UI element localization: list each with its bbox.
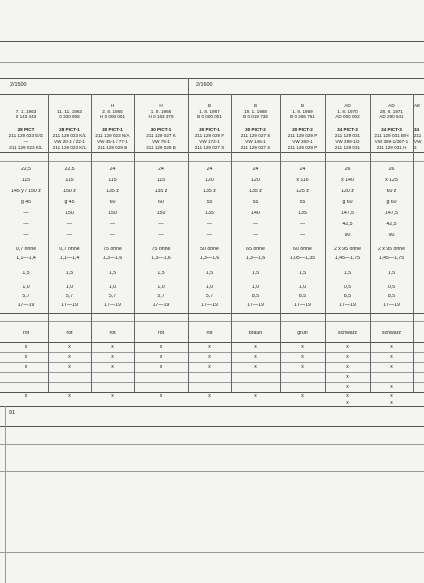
mark: x bbox=[159, 354, 163, 360]
carburettor-part: — bbox=[23, 139, 29, 144]
spec-main-jet: x 116 bbox=[296, 178, 309, 183]
mark: x bbox=[301, 344, 304, 350]
mark: x bbox=[159, 393, 163, 399]
spec-value: 5,7 bbox=[65, 294, 74, 299]
carburettor-part: 211 129 029 B bbox=[146, 145, 176, 150]
spec-value: 1,5 bbox=[343, 271, 352, 276]
carburettor-model: 30 PICT-1 bbox=[199, 127, 220, 132]
engine-type: H bbox=[110, 103, 115, 108]
carburettor-model: 28 PICT bbox=[17, 127, 35, 132]
carburettor-part: 211 129 031 H bbox=[376, 145, 407, 150]
spec-value: 17—19 bbox=[104, 303, 121, 308]
spec-value: 1,5 bbox=[387, 271, 396, 276]
mark: x bbox=[254, 393, 257, 399]
carburettor-part: 211 129 023 K/L bbox=[52, 133, 87, 138]
spec-air-correction: 120 z bbox=[341, 189, 354, 194]
spec-venturi: 26 bbox=[344, 167, 351, 172]
spec-value: 1,5 bbox=[108, 271, 117, 276]
mark: x bbox=[301, 354, 304, 360]
mark: x bbox=[159, 344, 163, 350]
carburettor-part: 211 129 023 E/G bbox=[8, 133, 44, 138]
production-date: 1. 8. 1970 bbox=[337, 109, 358, 114]
rule-marks-top bbox=[0, 342, 424, 343]
spec-value: 0,5 bbox=[343, 285, 352, 290]
spec-main-jet: x 125 bbox=[385, 178, 398, 183]
spec-value: 1,0 bbox=[108, 285, 117, 290]
mark: x bbox=[68, 393, 71, 399]
spec-value: 5,7 bbox=[157, 294, 165, 299]
float-color: schwarz bbox=[381, 331, 402, 336]
chassis-number: H 0 183 379 bbox=[148, 114, 174, 119]
group-divider bbox=[188, 78, 189, 94]
engine-type: H bbox=[159, 103, 163, 108]
rule-mark-4 bbox=[0, 382, 424, 383]
spec-value: 17—19 bbox=[61, 303, 78, 308]
spec-venturi: 24 bbox=[299, 167, 306, 172]
spec-value: — bbox=[252, 222, 259, 227]
spec-value: — bbox=[109, 233, 116, 238]
mark: x bbox=[390, 344, 393, 350]
mark: x bbox=[254, 344, 257, 350]
spec-value: — bbox=[158, 233, 164, 238]
spec-air-correction: 135 z bbox=[106, 189, 119, 194]
engine-type: AD bbox=[344, 103, 351, 108]
engine-type: AD bbox=[388, 103, 395, 108]
mark: x bbox=[68, 354, 71, 360]
spec-value: — bbox=[66, 222, 73, 227]
mark: x bbox=[111, 393, 114, 399]
rule-footer-top bbox=[0, 406, 424, 407]
spec-value: 8,5 bbox=[251, 294, 260, 299]
spec-value: 1,45—1,75 bbox=[378, 256, 405, 261]
spec-value: — bbox=[23, 222, 29, 227]
carburettor-part: 211 129 027 S bbox=[240, 133, 271, 138]
spec-value: — bbox=[158, 222, 164, 227]
group-label-left: 2/1500 bbox=[10, 82, 27, 88]
carburettor-model: 30 PICT-1 bbox=[102, 127, 123, 132]
spec-value: 2 x 95 ohne bbox=[333, 247, 362, 252]
rule-header-bottom bbox=[0, 152, 424, 153]
production-date: 1. 8. 1967 bbox=[199, 109, 220, 114]
mark: x bbox=[208, 354, 211, 360]
spec-value: 42,5 bbox=[386, 222, 397, 227]
spec-air-correction: 135 z bbox=[249, 189, 262, 194]
carburettor-part: VW 78-1 bbox=[152, 139, 170, 144]
carburettor-model: 34 bbox=[414, 127, 420, 132]
mark: x bbox=[111, 364, 114, 370]
mark: x bbox=[301, 393, 304, 399]
spec-value: 17—19 bbox=[17, 303, 35, 308]
spec-venturi: 24 bbox=[206, 167, 213, 172]
spec-main-jet: 115 bbox=[108, 178, 117, 183]
spec-value: 1,5 bbox=[298, 271, 307, 276]
carburettor-part: 211 129 027 K bbox=[146, 133, 176, 138]
production-date: 19. 1. 1968 bbox=[244, 109, 267, 114]
carburettor-part: 211 129 029 P bbox=[287, 145, 318, 150]
rule-footer-4 bbox=[0, 552, 424, 553]
spec-air-correction: 135 z bbox=[154, 189, 168, 194]
carburettor-model: 34 PICT-3 bbox=[337, 127, 358, 132]
chassis-number: AD 000 002 bbox=[335, 114, 360, 119]
spec-value: 1,3—1,6 bbox=[245, 256, 266, 261]
chassis-number: 0 330 908 bbox=[59, 114, 80, 119]
spec-value: 1,45—1,75 bbox=[334, 256, 361, 261]
spec-value: — bbox=[299, 233, 306, 238]
engine-type: AE bbox=[414, 103, 421, 108]
mark: x bbox=[254, 364, 257, 370]
carburettor-part: 211 129 023 K/L bbox=[9, 145, 43, 150]
spec-pilot-jet: g 60 bbox=[342, 200, 353, 205]
spec-venturi: 26 bbox=[388, 167, 395, 172]
spec-value: 1,5 bbox=[22, 271, 30, 276]
page-number: 91 bbox=[9, 410, 15, 416]
carburettor-part: VW 299-1/2 bbox=[335, 139, 360, 144]
carburettor-part: 211 129 031 bbox=[334, 133, 361, 138]
rule-top bbox=[0, 41, 424, 42]
rule-spec-top bbox=[0, 161, 424, 162]
production-date: 11. 11. 1963 bbox=[57, 109, 82, 114]
carburettor-part: 211 129 031 B/H bbox=[374, 133, 409, 138]
rule-group-top bbox=[0, 78, 424, 79]
carburettor-part: 211 129 029 F bbox=[194, 133, 225, 138]
spec-value: 135 bbox=[205, 211, 214, 216]
spec-value: 1,0 bbox=[205, 285, 214, 290]
rule-mark-1 bbox=[0, 352, 424, 353]
chassis-number: AD 290 641 bbox=[379, 114, 404, 119]
spec-value: 150 bbox=[156, 211, 166, 216]
spec-main-jet: x 140 bbox=[341, 178, 354, 183]
rule-footer-1 bbox=[0, 426, 424, 427]
carburettor-model: 30 PICT-2 bbox=[245, 127, 266, 132]
mark: x bbox=[390, 400, 393, 406]
spec-value: — bbox=[252, 233, 259, 238]
mark: x bbox=[346, 400, 349, 406]
spec-value: 147,5 bbox=[385, 211, 398, 216]
float-color: rot bbox=[66, 331, 73, 336]
spec-venturi: 24 bbox=[252, 167, 259, 172]
float-color: braun bbox=[248, 331, 263, 336]
mark: x bbox=[346, 393, 349, 399]
spec-venturi: 22,5 bbox=[20, 167, 32, 172]
engine-type: B bbox=[300, 103, 305, 108]
chassis-number: 0 143 443 bbox=[15, 114, 37, 119]
spec-pilot-jet: g 45 bbox=[64, 200, 75, 205]
spec-value: 1,1—1,4 bbox=[59, 256, 80, 261]
rule-top-2 bbox=[0, 62, 424, 63]
spec-venturi: 22,5 bbox=[64, 167, 75, 172]
float-color: grün bbox=[297, 331, 308, 336]
spec-value: 5,7 bbox=[205, 294, 214, 299]
rule-mark-2 bbox=[0, 362, 424, 363]
carburettor-part: 211 129 029 P bbox=[287, 133, 318, 138]
spec-value: — bbox=[299, 222, 306, 227]
spec-value: 140 bbox=[251, 211, 260, 216]
carburettor-part: 211 129 023 N/A bbox=[95, 133, 130, 138]
carburettor-part: 211 129 027 S bbox=[240, 145, 271, 150]
spec-value: 17—19 bbox=[247, 303, 264, 308]
carburettor-part: VW 20-1 / 22-1 bbox=[54, 139, 85, 144]
spec-value: 1,5 bbox=[65, 271, 74, 276]
spec-main-jet: 120 bbox=[205, 178, 214, 183]
carburettor-model: 28 PICT-1 bbox=[59, 127, 80, 132]
footer-margin-line bbox=[5, 406, 6, 583]
chassis-number: B 0 286 761 bbox=[290, 114, 315, 119]
mark: x bbox=[208, 393, 211, 399]
mark: x bbox=[346, 384, 349, 390]
spec-value: 8,5 bbox=[298, 294, 307, 299]
spec-main-jet: 120 bbox=[251, 178, 260, 183]
production-date: 1. 8. 1969 bbox=[292, 109, 313, 114]
mark: x bbox=[24, 393, 28, 399]
spec-value: 150 bbox=[65, 211, 74, 216]
spec-main-jet: 115 bbox=[156, 178, 166, 183]
carburettor-model: 30 PICT-2 bbox=[292, 127, 313, 132]
carburettor-part: VW 45-1 / 77-1 bbox=[97, 139, 128, 144]
float-color: rot bbox=[206, 331, 213, 336]
spec-value: — bbox=[66, 233, 73, 238]
mark: x bbox=[390, 364, 393, 370]
spec-value: 1,3—1,6 bbox=[199, 256, 220, 261]
spec-value: 50 ohne bbox=[200, 247, 219, 252]
spec-value: 5,7 bbox=[22, 294, 30, 299]
spec-value: 17—19 bbox=[201, 303, 218, 308]
spec-value: 1,0 bbox=[298, 285, 307, 290]
spec-pilot-jet: 55 bbox=[299, 200, 306, 205]
mark: x bbox=[390, 384, 393, 390]
spec-pilot-jet: g 60 bbox=[386, 200, 397, 205]
spec-main-jet: 115 bbox=[21, 178, 31, 183]
spec-value: 17—19 bbox=[339, 303, 356, 308]
spec-value: 1,0 bbox=[251, 285, 260, 290]
spec-value: 147,5 bbox=[341, 211, 354, 216]
mark: x bbox=[346, 364, 349, 370]
spec-value: 135 bbox=[298, 211, 307, 216]
mark: x bbox=[346, 374, 349, 380]
mark: x bbox=[254, 354, 257, 360]
carburettor-part: 2 bbox=[414, 145, 417, 150]
float-color: rot bbox=[109, 331, 116, 336]
spec-venturi: 24 bbox=[109, 167, 116, 172]
spec-value: 1,5 bbox=[157, 271, 165, 276]
production-date: 7. 1. 1963 bbox=[15, 109, 37, 114]
spec-venturi: 24 bbox=[158, 167, 164, 172]
spec-value: 2 x 95 ohne bbox=[377, 247, 406, 252]
production-date: 2. 8. 1965 bbox=[102, 109, 123, 114]
spec-value: 0,5 bbox=[387, 285, 396, 290]
spec-pilot-jet: 55 bbox=[206, 200, 213, 205]
mark: x bbox=[24, 364, 28, 370]
rule-spec-bottom bbox=[0, 313, 424, 314]
spec-value: 1,05—1,35 bbox=[289, 256, 316, 261]
carburettor-part: VW 146-1 bbox=[245, 139, 266, 144]
mark: x bbox=[301, 364, 304, 370]
spec-value: 150 bbox=[108, 211, 117, 216]
carburettor-model: 34 PICT-3 bbox=[381, 127, 402, 132]
spec-value: — bbox=[23, 211, 29, 216]
spec-value: 1,0 bbox=[22, 285, 30, 290]
spec-value: — bbox=[206, 222, 213, 227]
spec-air-correction: 125 z bbox=[296, 189, 309, 194]
spec-value: 0,7 ohne bbox=[59, 247, 80, 252]
mark: x bbox=[208, 344, 211, 350]
mark: x bbox=[208, 364, 211, 370]
rule-footer-3 bbox=[0, 471, 424, 472]
mark: x bbox=[24, 344, 28, 350]
spec-value: 90 bbox=[344, 233, 351, 238]
spec-value: 5,7 bbox=[108, 294, 117, 299]
spec-value: 17—19 bbox=[383, 303, 400, 308]
mark: x bbox=[390, 354, 393, 360]
rule-group-bottom bbox=[0, 94, 424, 95]
rule-footer-2 bbox=[0, 444, 424, 445]
float-color: rot bbox=[157, 331, 165, 336]
carburettor-part: VW 359-1/367-1 bbox=[374, 139, 409, 144]
spec-value: 1,3—1,6 bbox=[102, 256, 123, 261]
mark: x bbox=[111, 344, 114, 350]
chassis-number: B 0 000 001 bbox=[197, 114, 222, 119]
carburettor-part: 211 129 029 B bbox=[97, 145, 128, 150]
mark: x bbox=[346, 354, 349, 360]
carburettor-part: VW 172-1 bbox=[199, 139, 220, 144]
rule-mark-3 bbox=[0, 372, 424, 373]
spec-value: — bbox=[109, 222, 116, 227]
spec-main-jet: 115 bbox=[65, 178, 74, 183]
spec-value: 42,5 bbox=[342, 222, 353, 227]
production-date: 28. 6. 1971 bbox=[380, 109, 403, 114]
spec-value: 8,5 bbox=[343, 294, 352, 299]
spec-value: 17—19 bbox=[152, 303, 170, 308]
carburettor-part: VW 260-1 bbox=[292, 139, 313, 144]
spec-pilot-jet: g 45 bbox=[20, 200, 32, 205]
production-date: 1. 8. 1966 bbox=[150, 109, 172, 114]
mark: x bbox=[390, 393, 393, 399]
spec-value: 1,0 bbox=[157, 285, 165, 290]
spec-value: 90 bbox=[388, 233, 395, 238]
spec-air-correction: 135 z bbox=[203, 189, 216, 194]
spec-air-correction: 60 z bbox=[386, 189, 397, 194]
mark: x bbox=[24, 354, 28, 360]
group-label-right: 2/1600 bbox=[196, 82, 213, 88]
spec-value: 1,3—1,6 bbox=[151, 256, 171, 261]
spec-value: 75 ohne bbox=[151, 247, 171, 252]
engine-type: B bbox=[253, 103, 258, 108]
mark: x bbox=[68, 364, 71, 370]
carburettor-part: VW bbox=[414, 139, 422, 144]
spec-value: — bbox=[23, 233, 29, 238]
carburettor-part: 211 bbox=[414, 133, 422, 138]
spec-value: 1,5 bbox=[205, 271, 214, 276]
float-color: rot bbox=[22, 331, 30, 336]
spec-value: 1,5 bbox=[251, 271, 260, 276]
spec-value: — bbox=[206, 233, 213, 238]
spec-pilot-jet: 60 bbox=[158, 200, 164, 205]
carburettor-part: 211 129 027 S bbox=[194, 145, 225, 150]
spec-air-correction: 150 z bbox=[63, 189, 76, 194]
spec-pilot-jet: 55 bbox=[252, 200, 259, 205]
spec-value: 1,0 bbox=[65, 285, 74, 290]
spec-value: 8,5 bbox=[387, 294, 396, 299]
carburettor-model: 30 PICT-1 bbox=[150, 127, 172, 132]
float-color: schwarz bbox=[337, 331, 358, 336]
mark: x bbox=[68, 344, 71, 350]
carburettor-part: 211 129 023 K/L bbox=[52, 145, 87, 150]
rule-color-top bbox=[0, 321, 424, 322]
spec-value: 75 ohne bbox=[103, 247, 122, 252]
spec-value: 60 ohne bbox=[293, 247, 312, 252]
spec-value: 17—19 bbox=[294, 303, 311, 308]
mark: x bbox=[159, 364, 163, 370]
spec-value: 65 ohne bbox=[246, 247, 265, 252]
engine-type: B bbox=[207, 103, 212, 108]
carburettor-part: 211 129 031 bbox=[334, 145, 361, 150]
spec-air-correction: 145 y / 150 z bbox=[11, 189, 41, 194]
chassis-number: H 0 000 001 bbox=[99, 114, 126, 119]
mark: x bbox=[111, 354, 114, 360]
spec-value: 0,7 ohne bbox=[15, 247, 37, 252]
spec-value: 1,1—1,4 bbox=[16, 256, 36, 261]
mark: x bbox=[346, 344, 349, 350]
spec-pilot-jet: 60 bbox=[109, 200, 116, 205]
chassis-number: B 0 019 736 bbox=[243, 114, 268, 119]
